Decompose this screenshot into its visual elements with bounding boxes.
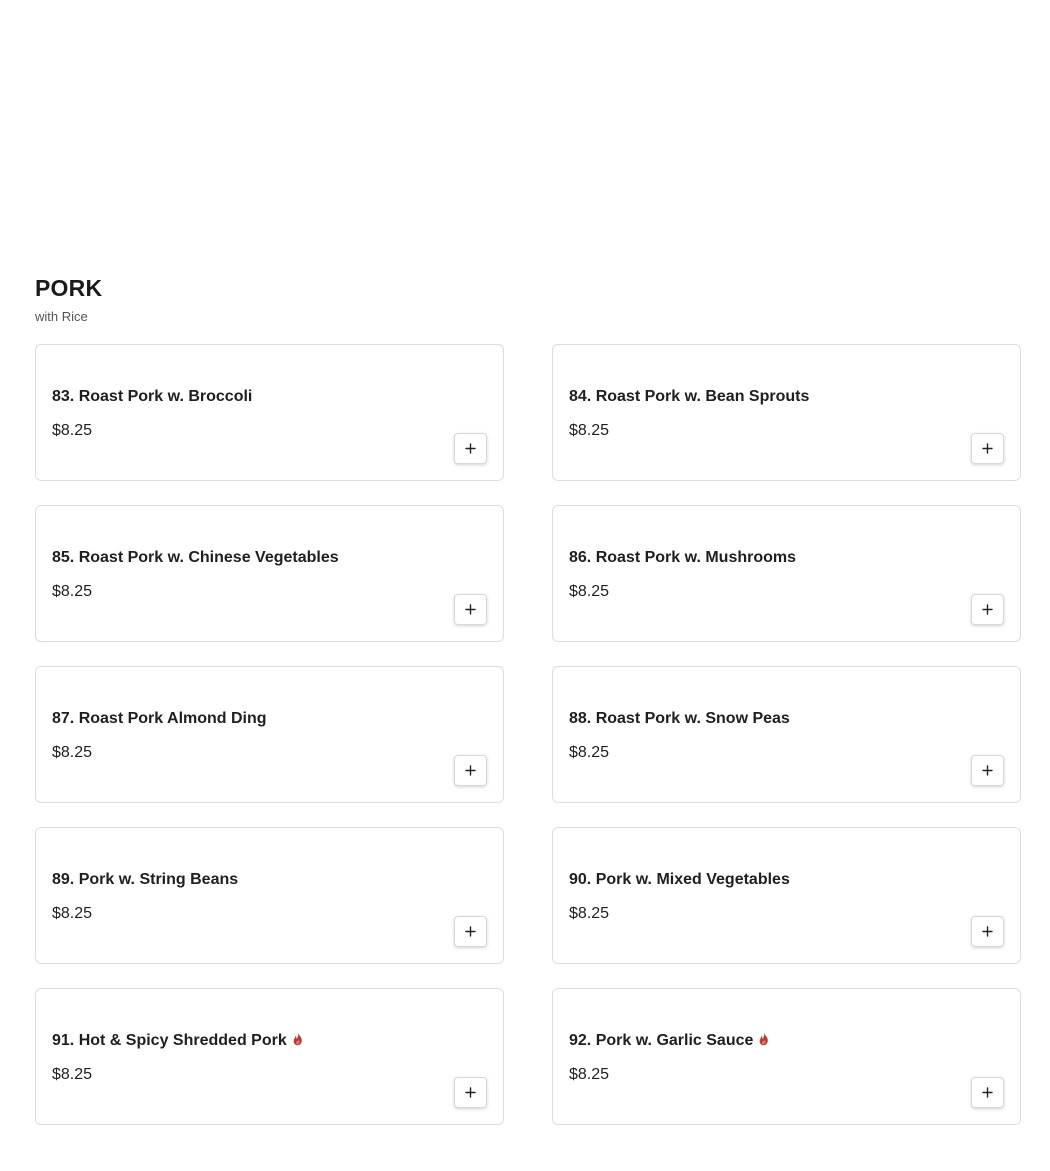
add-item-button[interactable] — [454, 755, 487, 786]
plus-icon — [982, 765, 993, 776]
item-name-text: 85. Roast Pork w. Chinese Vegetables — [52, 549, 339, 566]
plus-icon — [465, 443, 476, 454]
item-price: $8.25 — [52, 422, 93, 439]
item-name — [52, 709, 267, 729]
plus-icon — [982, 1087, 993, 1098]
plus-icon — [465, 926, 476, 937]
item-name-text: 83. Roast Pork w. Broccoli — [52, 388, 253, 405]
section-subtitle: with Rice — [35, 309, 88, 324]
spicy-flame-icon — [758, 1032, 770, 1046]
plus-icon — [982, 926, 993, 937]
plus-icon — [465, 1087, 476, 1098]
menu-item-card[interactable] — [552, 988, 1021, 1125]
menu-item-card[interactable] — [35, 505, 504, 642]
item-price: $8.25 — [569, 905, 610, 922]
item-name-text: 84. Roast Pork w. Bean Sprouts — [569, 388, 810, 405]
item-name-text: 90. Pork w. Mixed Vegetables — [569, 871, 790, 888]
menu-item-card[interactable] — [35, 344, 504, 481]
item-name-text: 91. Hot & Spicy Shredded Pork — [52, 1032, 287, 1049]
plus-icon — [465, 765, 476, 776]
item-name-text: 89. Pork w. String Beans — [52, 871, 239, 888]
item-price: $8.25 — [52, 1066, 93, 1083]
add-item-button[interactable] — [971, 1077, 1004, 1108]
item-name-text: 88. Roast Pork w. Snow Peas — [569, 710, 790, 727]
menu-item-card[interactable] — [35, 988, 504, 1125]
add-item-button[interactable] — [454, 594, 487, 625]
item-price: $8.25 — [569, 422, 610, 439]
add-item-button[interactable] — [971, 433, 1004, 464]
add-item-button[interactable] — [971, 594, 1004, 625]
item-name — [52, 1031, 304, 1051]
menu-section-header — [35, 272, 1021, 326]
menu-item-card[interactable] — [552, 505, 1021, 642]
item-price: $8.25 — [52, 583, 93, 600]
add-item-button[interactable] — [454, 1077, 487, 1108]
spicy-flame-icon — [292, 1032, 304, 1046]
menu-items-grid — [35, 344, 1021, 1125]
item-price: $8.25 — [569, 583, 610, 600]
plus-icon — [982, 443, 993, 454]
menu-item-card[interactable] — [35, 827, 504, 964]
item-name — [52, 548, 339, 568]
item-price: $8.25 — [52, 744, 93, 761]
plus-icon — [982, 604, 993, 615]
item-name-text: 86. Roast Pork w. Mushrooms — [569, 549, 797, 566]
add-item-button[interactable] — [971, 755, 1004, 786]
add-item-button[interactable] — [454, 433, 487, 464]
item-name — [569, 387, 809, 407]
item-name — [52, 387, 252, 407]
item-name — [569, 548, 796, 568]
menu-item-card[interactable] — [552, 827, 1021, 964]
menu-item-card[interactable] — [35, 666, 504, 803]
menu-item-card[interactable] — [552, 666, 1021, 803]
item-name — [52, 870, 238, 890]
menu-item-card[interactable] — [552, 344, 1021, 481]
plus-icon — [465, 604, 476, 615]
item-name-text: 87. Roast Pork Almond Ding — [52, 710, 267, 727]
item-name — [569, 1031, 770, 1051]
item-price: $8.25 — [569, 744, 610, 761]
item-price: $8.25 — [52, 905, 93, 922]
item-name — [569, 709, 790, 729]
item-price: $8.25 — [569, 1066, 610, 1083]
section-title: PORK — [35, 275, 103, 301]
item-name-text: 92. Pork w. Garlic Sauce — [569, 1032, 754, 1049]
add-item-button[interactable] — [971, 916, 1004, 947]
add-item-button[interactable] — [454, 916, 487, 947]
item-name — [569, 870, 790, 890]
